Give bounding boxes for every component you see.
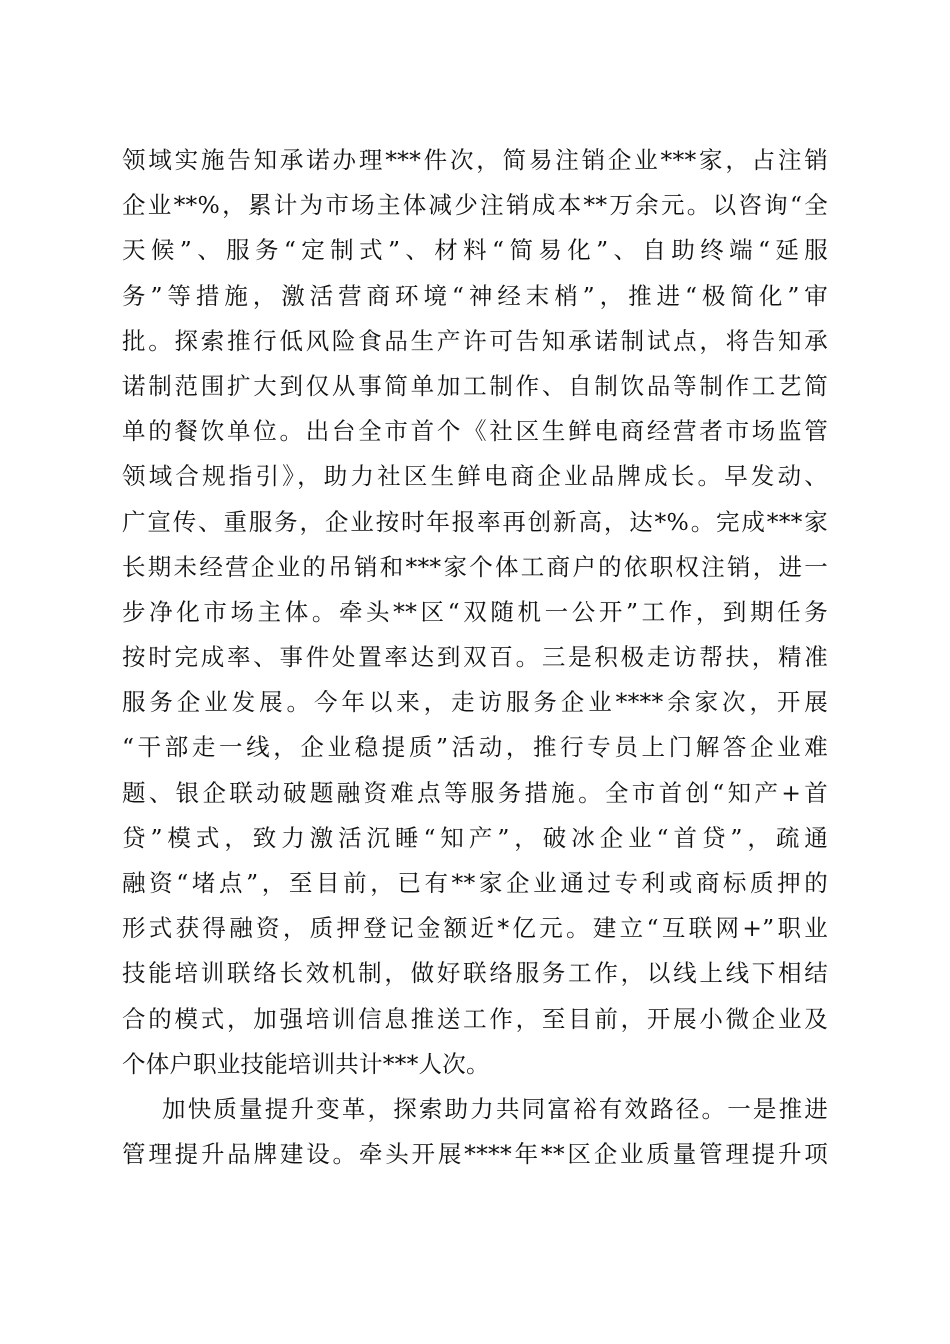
- text-line: 企业**%，累计为市场主体减少注销成本**万余元。以咨询“全: [122, 191, 828, 220]
- text-line: 天候”、服务“定制式”、材料“简易化”、自助终端“延服: [122, 236, 828, 265]
- text-line: 加快质量提升变革，探索助力共同富裕有效路径。一是推进: [162, 1094, 828, 1123]
- text-line: 融资“堵点”，至目前，已有**家企业通过专利或商标质押的: [122, 869, 828, 897]
- text-line: 合的模式，加强培训信息推送工作，至目前，开展小微企业及: [122, 1004, 828, 1033]
- text-line: 批。探索推行低风险食品生产许可告知承诺制试点，将告知承: [122, 326, 828, 355]
- text-line: 领域实施告知承诺办理***件次，简易注销企业***家，占注销: [122, 146, 828, 174]
- text-line: 形式获得融资，质押登记金额近*亿元。建立“互联网+”职业: [122, 914, 828, 943]
- text-line: 按时完成率、事件处置率达到双百。三是积极走访帮扶，精准: [122, 643, 828, 672]
- text-line: 服务企业发展。今年以来，走访服务企业****余家次，开展: [122, 688, 828, 717]
- text-line: 务”等措施，激活营商环境“神经末梢”，推进“极简化”审: [122, 281, 828, 310]
- text-line: “干部走一线，企业稳提质”活动，推行专员上门解答企业难: [122, 733, 828, 762]
- text-line: 个体户职业技能培训共计***人次。: [122, 1049, 490, 1078]
- text-line: 广宣传、重服务，企业按时年报率再创新高，达*%。完成***家: [122, 507, 828, 536]
- text-line: 管理提升品牌建设。牵头开展****年**区企业质量管理提升项: [122, 1140, 828, 1169]
- text-line: 诺制范围扩大到仅从事简单加工制作、自制饮品等制作工艺简: [122, 371, 828, 400]
- text-line: 技能培训联络长效机制，做好联络服务工作，以线上线下相结: [122, 959, 828, 988]
- text-line: 步净化市场主体。牵头**区“双随机一公开”工作，到期任务: [122, 597, 828, 626]
- text-line: 长期未经营企业的吊销和***家个体工商户的依职权注销，进一: [122, 552, 828, 581]
- text-line: 单的餐饮单位。出台全市首个《社区生鲜电商经营者市场监管: [122, 417, 828, 446]
- text-line: 领域合规指引》，助力社区生鲜电商企业品牌成长。早发动、: [122, 462, 828, 491]
- text-line: 贷”模式，致力激活沉睡“知产”，破冰企业“首贷”，疏通: [122, 823, 828, 852]
- document-body: [122, 138, 828, 1177]
- paragraph-2: [122, 1087, 828, 1177]
- paragraph-1: [122, 138, 828, 1087]
- text-line: 题、银企联动破题融资难点等服务措施。全市首创“知产+首: [122, 778, 828, 807]
